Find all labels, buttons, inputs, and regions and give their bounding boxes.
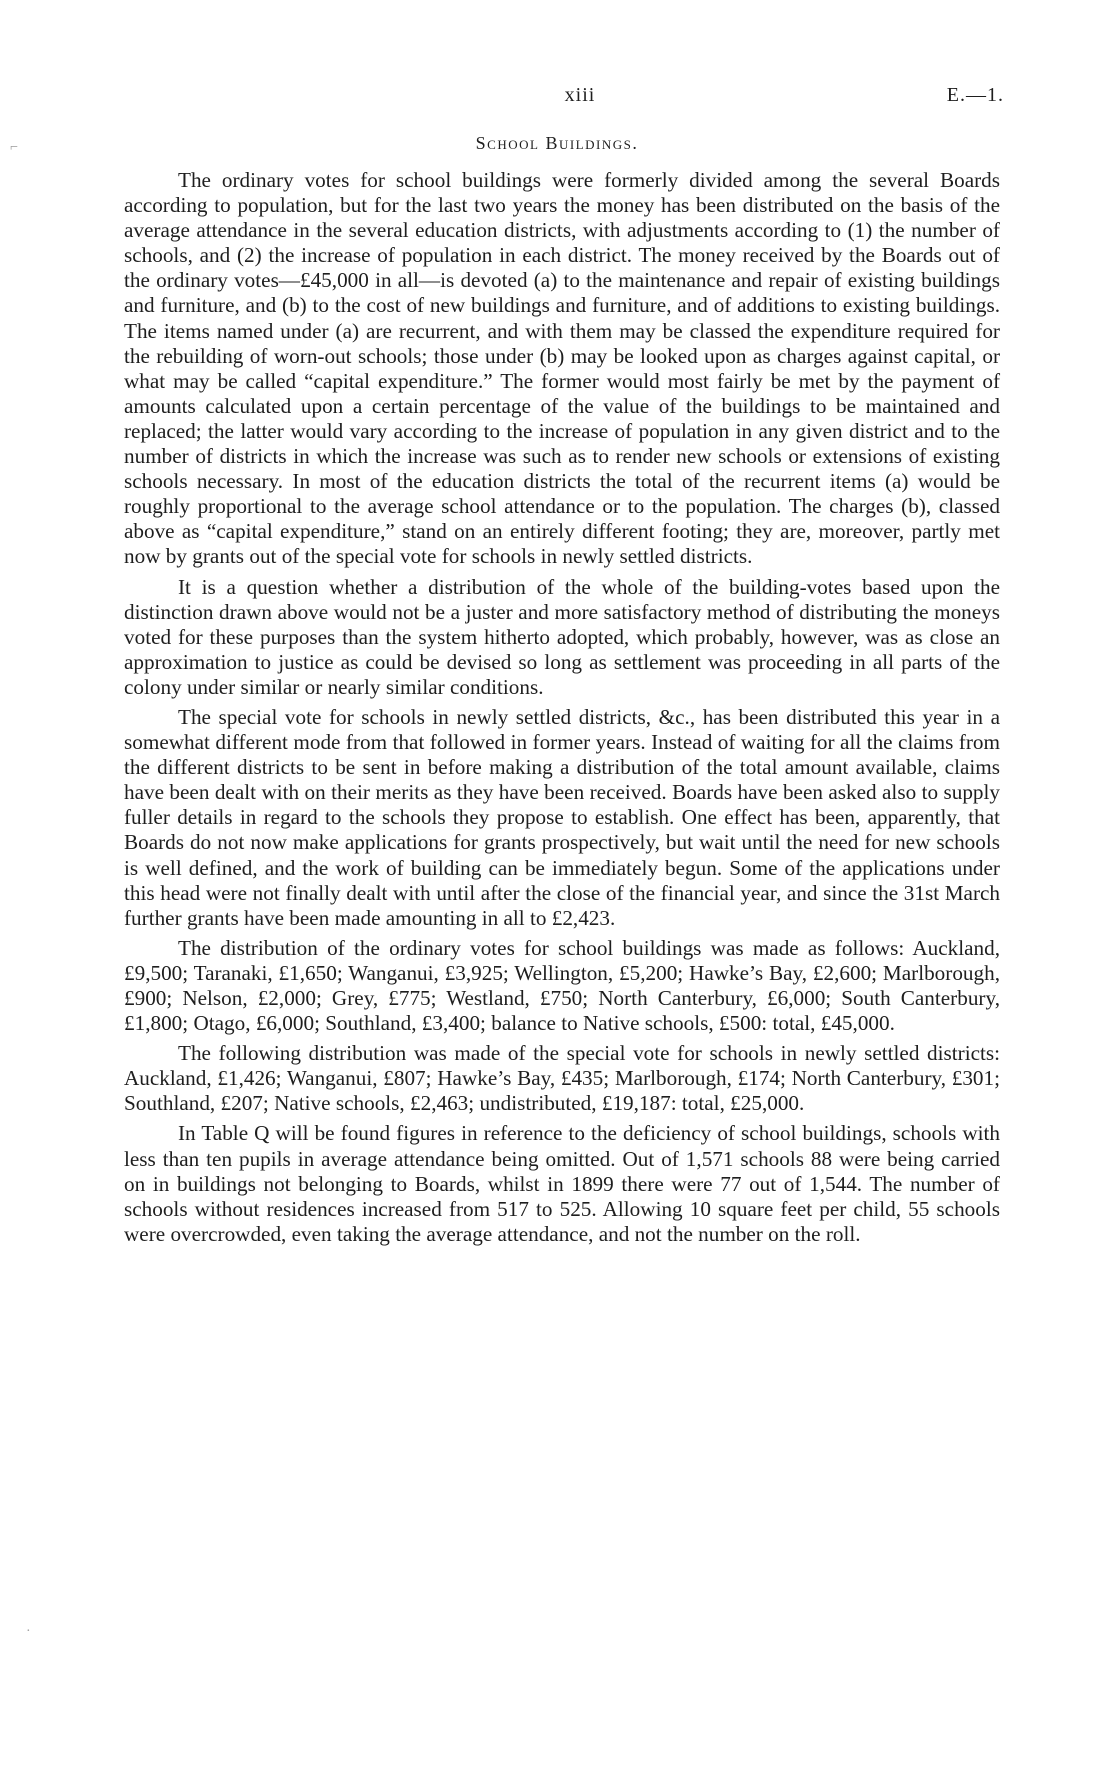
body-text xyxy=(124,168,1000,1252)
paragraph-special-vote-distribution: The following distribution was made of the special vote for schools in newly settled districts: Auckland, £1,426; Wanganui, £807; Hawke’s Bay, £435; Marlborough, £174; North Canterbury, £301; Southland, £207; Native schools, £2,463; undistributed, £19,187: total, £25,000. xyxy=(124,1041,1000,1116)
paragraph-table-q: In Table Q will be found figures in reference to the deficiency of school buildings, schools with less than ten pupils in average attendance being omitted. Out of 1,571 schools 88 were being carried on in buildings not belonging to Boards, whilst in 1899 there were 77 out of 1,544. The number of schools without residences increased from 517 to 525. Allowing 10 square feet per child, 55 schools were overcrowded, even taking the average attendance, and not the number on the roll. xyxy=(124,1121,1000,1246)
paragraph-ordinary-votes-distribution: The distribution of the ordinary votes for school buildings was made as follows: Auckland, £9,500; Taranaki, £1,650; Wanganui, £3,925; Wellington, £5,200; Hawke’s Bay, £2,600; Marlborough, £900; Nelson, £2,000; Grey, £775; Westland, £750; North Canterbury, £6,000; South Canterbury, £1,800; Otago, £6,000; Southland, £3,400; balance to Native schools, £500: total, £45,000. xyxy=(124,935,1000,1036)
scan-mark: ⌐ xyxy=(10,140,18,155)
paragraph-capital-expenditure: The ordinary votes for school buildings were formerly divided among the several Boards according to population, but for the last two years the money has been distributed on the basis of the average attendance in the several education districts, with adjustments according to (1) the number of schools, and (2) the increase of population in each district. The money received by the Boards out of the ordinary votes—£45,000 in all—is devoted (a) to the maintenance and repair of existing buildings and furniture, and (b) to the cost of new buildings and furniture, and of additions to existing buildings. The items named under (a) are recurrent, and with them may be classed the expenditure required for the rebuilding of worn-out schools; those under (b) may be looked upon as charges against capital, or what may be called “capital expenditure.” The former would most fairly be met by the payment of amounts calculated upon a certain percentage of the value of the buildings to be maintained and replaced; the latter would vary according to the increase of population in any given district and to the number of districts in which the increase was such as to render new schools or extensions of existing schools necessary. In most of the education districts the total of the recurrent items (a) would be roughly proportional to the average school attendance or to the population. The charges (b), classed above as “capital expenditure,” stand on an entirely different footing; they are, moreover, partly met now by grants out of the special vote for schools in newly settled districts. xyxy=(124,168,1000,569)
section-title: School Buildings. xyxy=(475,133,639,153)
page-header xyxy=(0,84,1114,114)
series-reference: E.—1. xyxy=(946,84,1004,106)
scan-mark: · xyxy=(26,1624,31,1639)
page-number: xiii xyxy=(564,84,596,106)
paragraph-distribution-question: It is a question whether a distribution of the whole of the building-votes based upon the distinction drawn above would not be a juster and more satisfactory method of distributing the moneys voted for these purposes than the system hitherto adopted, which probably, however, was as close an approximation to justice as could be devised so long as settlement was proceeding in all parts of the colony under similar or nearly similar conditions. xyxy=(124,574,1000,699)
paragraph-special-vote: The special vote for schools in newly settled districts, &c., has been distributed this year in a somewhat different mode from that followed in former years. Instead of waiting for all the claims from the different districts to be sent in before making a distribution of the total amount available, claims have been dealt with on their merits as they have been received. Boards have been asked also to supply fuller details in regard to the schools they propose to establish. One effect has been, apparently, that Boards do not now make applications for grants prospectively, but wait until the need for new schools is well defined, and the work of building can be immediately begun. Some of the applications under this head were not finally dealt with until after the close of the financial year, and since the 31st March further grants have been made amounting in all to £2,423. xyxy=(124,704,1000,930)
